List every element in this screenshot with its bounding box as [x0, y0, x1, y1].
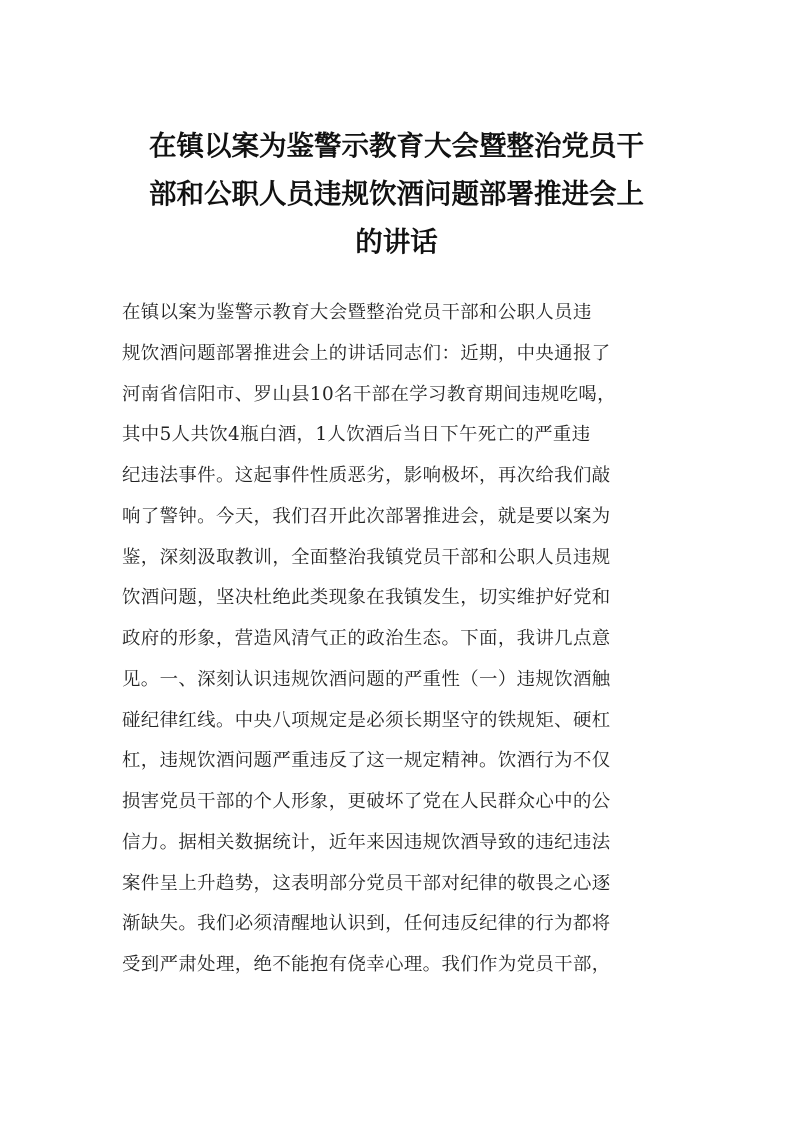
body-line: 案件呈上升趋势，这表明部分党员干部对纪律的敬畏之心逐 — [122, 872, 611, 894]
body-line: 政府的形象，营造风清气正的政治生态。下面，我讲几点意 — [122, 628, 611, 649]
body-line: 受到严肃处理，绝不能抱有侥幸心理。我们作为党员干部， — [122, 954, 611, 975]
body-line: 信力。据相关数据统计，近年来因违规饮酒导致的违纪违法 — [122, 831, 611, 853]
body-line: 鉴，深刻汲取教训，全面整治我镇党员干部和公职人员违规 — [122, 546, 611, 568]
body-line: 渐缺失。我们必须清醒地认识到，任何违反纪律的行为都将 — [122, 913, 611, 935]
body-line: 河南省信阳市、罗山县10名干部在学习教育期间违规吃喝， — [122, 383, 616, 405]
document-title — [120, 122, 673, 266]
body-line: 纪违法事件。这起事件性质恶劣，影响极坏，再次给我们敲 — [122, 465, 611, 486]
body-line: 其中5人共饮4瓶白酒，1人饮酒后当日下午死亡的严重违 — [122, 424, 591, 446]
title-line: 在镇以案为鉴警示教育大会暨整治党员干 — [149, 130, 644, 162]
body-line: 规饮酒问题部署推进会上的讲话同志们：近期，中央通报了 — [122, 342, 611, 364]
title-line: 的讲话 — [355, 226, 438, 258]
body-line: 损害党员干部的个人形象，更破坏了党在人民群众心中的公 — [122, 791, 611, 812]
body-line: 饮酒问题，坚决杜绝此类现象在我镇发生，切实维护好党和 — [122, 587, 611, 609]
body-line: 碰纪律红线。中央八项规定是必须长期坚守的铁规矩、硬杠 — [122, 709, 611, 731]
body-line: 杠，违规饮酒问题严重违反了这一规定精神。饮酒行为不仅 — [122, 750, 611, 772]
body-line: 响了警钟。今天，我们召开此次部署推进会，就是要以案为 — [122, 505, 611, 527]
body-line: 在镇以案为鉴警示教育大会暨整治党员干部和公职人员违 — [122, 302, 592, 323]
title-line: 部和公职人员违规饮酒问题部署推进会上 — [149, 178, 644, 210]
speech-body — [122, 293, 682, 986]
body-line: 见。一、深刻认识违规饮酒问题的严重性（一）违规饮酒触 — [122, 668, 611, 690]
